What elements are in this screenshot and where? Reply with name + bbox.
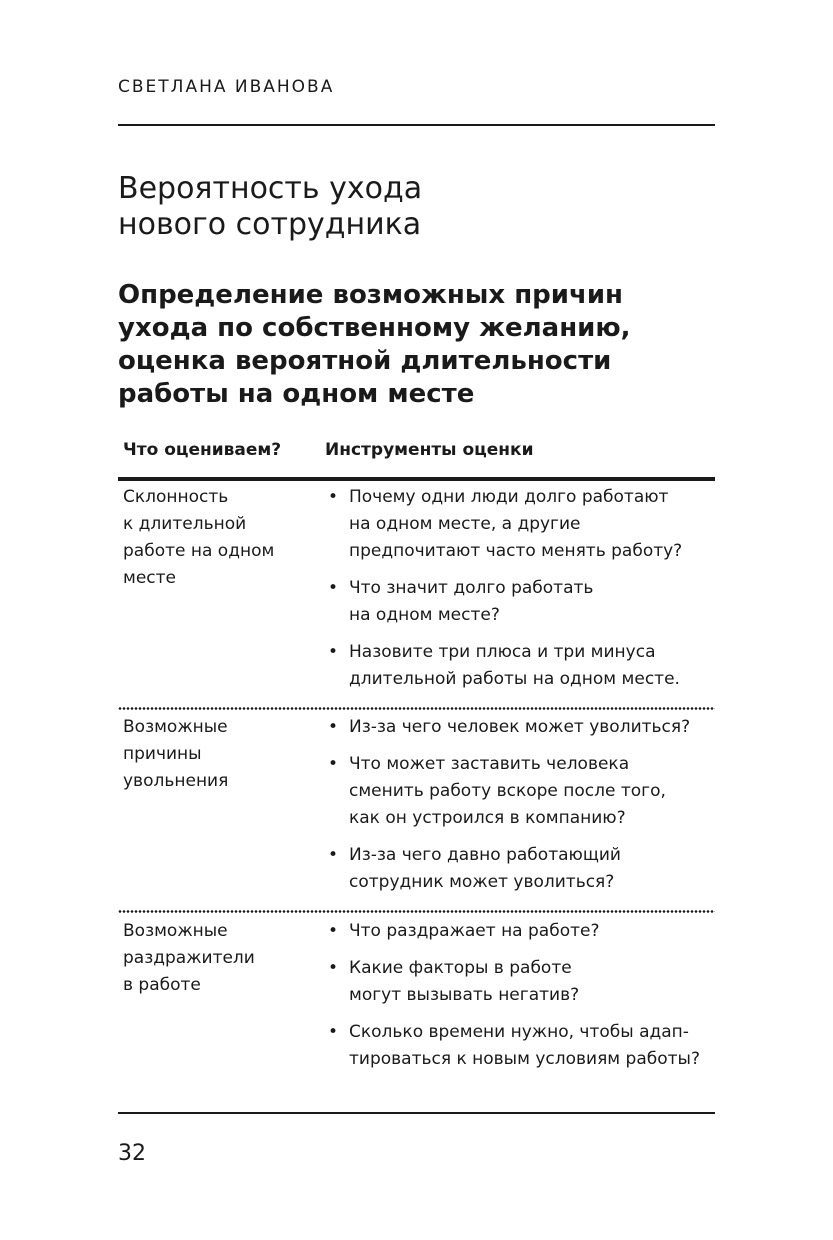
row-label-line: Возможные <box>123 717 228 737</box>
question-list <box>325 484 682 703</box>
item-line: Сколько времени нужно, чтобы адап- <box>349 1022 689 1042</box>
item-line: Из-за чего человек может уволиться? <box>349 717 691 737</box>
bullet-icon: • <box>328 487 339 507</box>
list-item <box>325 714 690 741</box>
item-line: длительной работы на одном месте. <box>349 669 680 689</box>
item-line: тироваться к новым условиям работы? <box>349 1049 700 1069</box>
row-label-line: раздражители <box>123 948 255 968</box>
question-list <box>325 918 700 1083</box>
section-subtitle <box>118 279 631 411</box>
bullet-icon: • <box>328 845 339 865</box>
item-line: могут вызывать негатив? <box>349 985 580 1005</box>
row-label-line: в работе <box>123 975 201 995</box>
table-header-rule <box>118 477 715 481</box>
row-divider <box>118 707 715 710</box>
row-label <box>123 918 255 999</box>
item-line: Что значит долго работать <box>349 578 594 598</box>
section-title <box>118 171 422 243</box>
item-line: на одном месте, а другие <box>349 514 581 534</box>
list-item <box>325 842 690 896</box>
item-line: сменить работу вскоре после того, <box>349 781 666 801</box>
item-line: Какие факторы в работе <box>349 958 572 978</box>
row-divider <box>118 910 715 913</box>
subtitle-line: ухода по собственному желанию, <box>118 313 631 343</box>
row-label <box>123 484 274 592</box>
item-line: Что раздражает на работе? <box>349 921 600 941</box>
row-label-line: месте <box>123 568 176 588</box>
running-header-author: СВЕТЛАНА ИВАНОВА <box>118 77 335 97</box>
subtitle-line: оценка вероятной длительности <box>118 346 612 376</box>
row-label-line: Возможные <box>123 921 228 941</box>
row-label-line: причины <box>123 744 202 764</box>
list-item <box>325 751 690 832</box>
list-item <box>325 484 682 565</box>
page-number: 32 <box>118 1141 146 1166</box>
item-line: Что может заставить человека <box>349 754 630 774</box>
list-item <box>325 918 700 945</box>
item-line: сотрудник может уволиться? <box>349 872 615 892</box>
bullet-icon: • <box>328 754 339 774</box>
row-label-line: увольнения <box>123 771 229 791</box>
subtitle-line: работы на одном месте <box>118 379 475 409</box>
footer-rule <box>118 1112 715 1114</box>
list-item <box>325 955 700 1009</box>
row-label-line: работе на одном <box>123 541 275 561</box>
item-line: Назовите три плюса и три минуса <box>349 642 656 662</box>
row-label-line: к длительной <box>123 514 247 534</box>
bullet-icon: • <box>328 642 339 662</box>
title-line: Вероятность ухода <box>118 171 423 206</box>
bullet-icon: • <box>328 958 339 978</box>
item-line: как он устроился в компанию? <box>349 808 626 828</box>
item-line: предпочитают часто менять работу? <box>349 541 683 561</box>
subtitle-line: Определение возможных причин <box>118 280 624 310</box>
list-item <box>325 575 682 629</box>
item-line: Из-за чего давно работающий <box>349 845 621 865</box>
list-item <box>325 639 682 693</box>
bullet-icon: • <box>328 717 339 737</box>
bullet-icon: • <box>328 578 339 598</box>
item-line: на одном месте? <box>349 605 500 625</box>
column-header-tools: Инструменты оценки <box>325 440 534 460</box>
question-list <box>325 714 690 906</box>
title-line: нового сотрудника <box>118 207 422 242</box>
row-label-line: Склонность <box>123 487 229 507</box>
column-header-what: Что оцениваем? <box>123 440 282 460</box>
item-line: Почему одни люди долго работают <box>349 487 669 507</box>
bullet-icon: • <box>328 921 339 941</box>
bullet-icon: • <box>328 1022 339 1042</box>
header-rule <box>118 124 715 126</box>
row-label <box>123 714 228 795</box>
list-item <box>325 1019 700 1073</box>
